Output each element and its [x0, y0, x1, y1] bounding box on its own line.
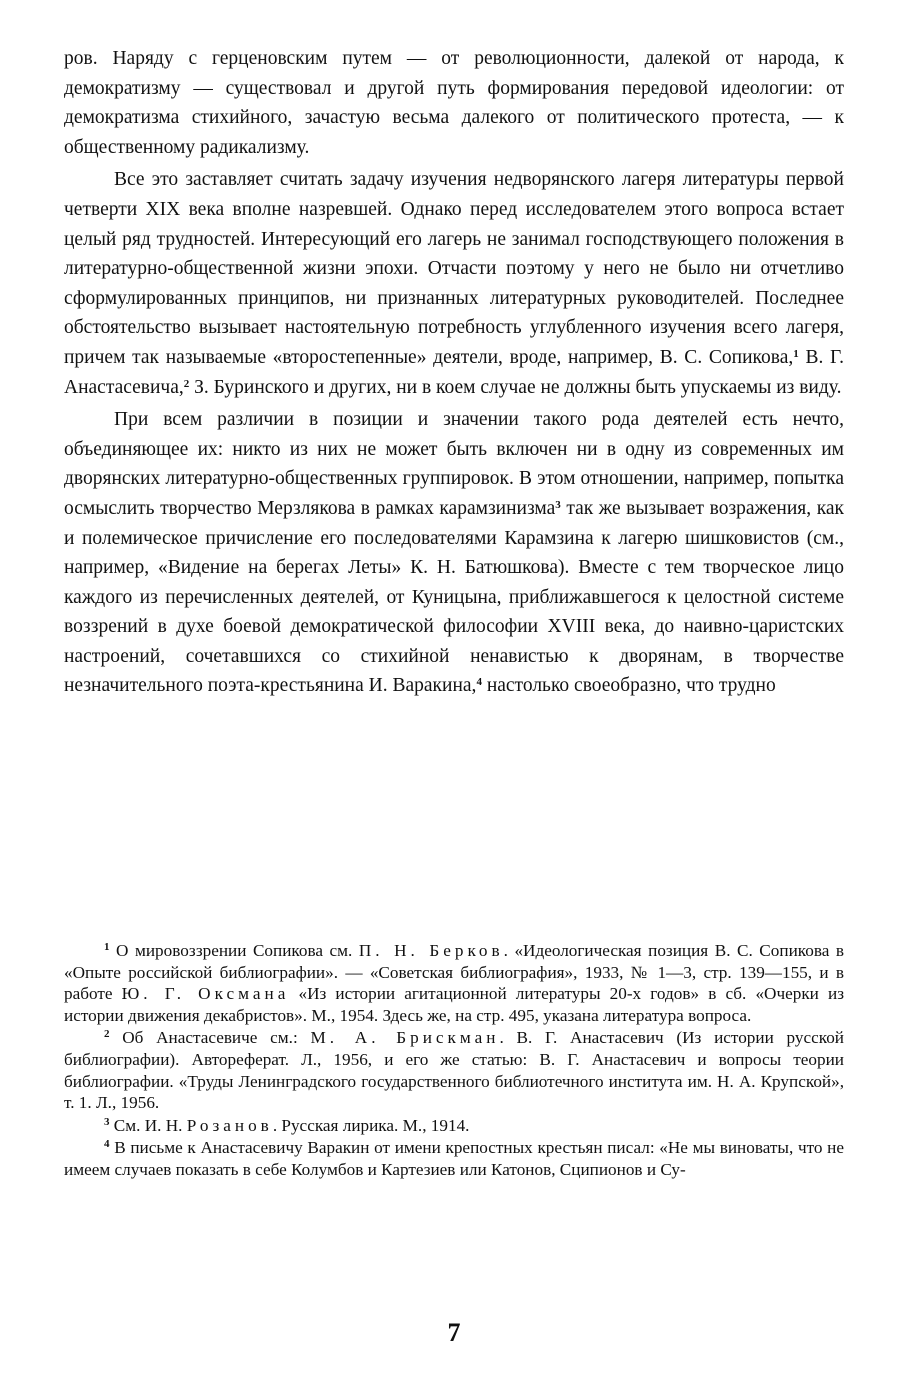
footnote-ref-2[interactable]: 2	[183, 377, 190, 390]
footnotes	[64, 940, 844, 1181]
footnote-1-text-b: . «Идеологическая позиция В. С. Сопикова в «Опыте российской библиографии». — «Советская библиография», 1933, № 1—3, стр. 139—155, и в работе	[64, 941, 844, 1004]
paragraph-3-text-b: так же вызывает возражения, как и полемическое причисление его последователями Карамзина к лагерю шишковистов (см., например, «Видение на берегах Леты» К. Н. Батюшкова). Вместе с тем творческое лицо каждого из перечисленных деятелей, от Куницына, приближавшегося к целостной системе воззрений в духе боевой демократической философии XVIII века, до наивно-царистских настроений, сочетавшихся со стихийной ненавистью к дворянам, в творчестве незначительного поэта-крестьянина И. Варакина,	[64, 497, 844, 697]
page-number: 7	[447, 1318, 461, 1347]
main-text	[64, 44, 844, 701]
footnote-2-text-b: . В. Г. Анастасевич (Из истории русской библиографии). Автореферат. Л., 1956, и его же статью: В. Г. Анастасевич и вопросы теории библиографии. «Труды Ленинградского государственного библиотечного института им. Н. А. Крупской», т. 1. Л., 1956.	[64, 1028, 844, 1113]
footnote-2-number: 2	[104, 1028, 110, 1041]
paragraph-3-text-c: настолько своеобразно, что трудно	[481, 675, 776, 697]
paragraph-1-text: ров. Наряду с герценовским путем — от революционности, далекой от народа, к демократизму — существовал и другой путь формирования передовой идеологии: от демократизма стихийного, зачастую весьма далекого от политического протеста, — к общественному радикализму.	[64, 48, 844, 158]
paragraph-2-text-c: З. Буринского и других, ни в коем случае не должны быть упускаемы из виду.	[189, 376, 842, 398]
footnote-4	[64, 1137, 844, 1180]
paragraph-3-text: При всем различии в позиции и значении такого рода деятелей есть нечто, объединяющее их: никто из них не может быть включен ни в одну из современных им дворянских литературно-общественных группировок. В этом отношении, например, попытка осмыслить творчество Мерзлякова в рамках карамзинизма	[64, 409, 844, 519]
footnote-ref-1[interactable]: 1	[793, 347, 799, 360]
footnote-1-text-c: «Из истории агитационной литературы 20-х годов» в сб. «Очерки из истории движения декабристов». М., 1954. Здесь же, на стр. 495, указана литература вопроса.	[64, 984, 845, 1025]
footnote-3-author: Розанов	[186, 1115, 273, 1135]
paragraph-3	[64, 405, 844, 701]
footnote-ref-4[interactable]: 4	[476, 676, 482, 689]
footnote-3-text-a: См. И. Н.	[109, 1115, 187, 1135]
footnote-2-author: М. А. Брискман	[310, 1028, 500, 1048]
footnote-4-text: В письме к Анастасевичу Варакин от имени крепостных крестьян писал: «Не мы виноваты, что не имеем случаев показать в себе Колумбов и Картезиев или Катонов, Сципионов и Су-	[64, 1138, 844, 1179]
footnote-1-author-1: П. Н. Берков	[358, 941, 504, 960]
footnote-2-text-a: Об Анастасевиче см.:	[109, 1028, 311, 1048]
paragraph-2	[64, 165, 844, 402]
footnote-3-text-b: . Русская лирика. М., 1914.	[272, 1115, 470, 1135]
footnote-4-number: 4	[104, 1138, 110, 1151]
paragraph-2-text-b: В. Г. Анастасевича,	[64, 346, 844, 398]
paragraph-2-text: Все это заставляет считать задачу изучения недворянского лагеря литературы первой четверти XIX века вполне назревшей. Однако перед исследователем этого вопроса встает целый ряд трудностей. Интересующий его лагерь не занимал господствующего положения в литературно-общественной жизни эпохи. Отчасти поэтому у него не было ни отчетливо сформулированных принципов, ни признанных литературных руководителей. Последнее обстоятельство вызывает настоятельную потребность углубленного изучения всего лагеря, причем так называемые «второстепенные» деятели, вроде, например, В. С. Сопикова,	[64, 169, 844, 368]
footnote-2	[64, 1027, 844, 1113]
footnote-3-number: 3	[104, 1115, 110, 1128]
footnote-1-author-2: Ю. Г. Оксмана	[121, 984, 290, 1004]
footnote-1	[64, 940, 844, 1026]
footnote-ref-3[interactable]: 3	[555, 498, 561, 511]
footnote-3	[64, 1115, 844, 1137]
paragraph-1	[64, 44, 844, 162]
footnote-1-number: 1	[104, 941, 110, 953]
footnote-1-text-a: О мировоззрении Сопикова см.	[109, 941, 359, 960]
